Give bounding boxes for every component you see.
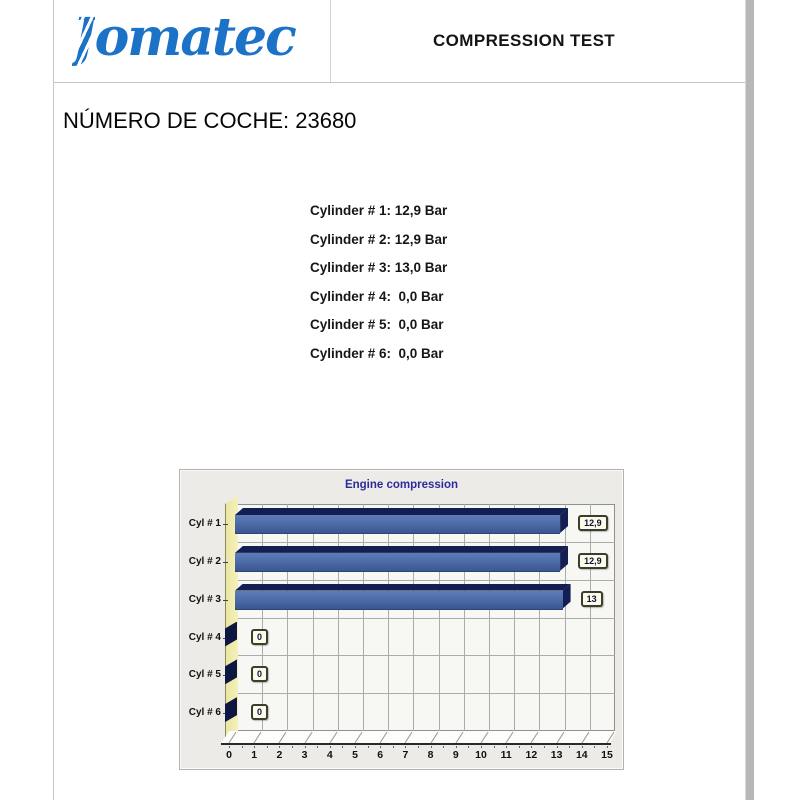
bar-top-face [235,508,568,515]
x-axis-minor-tick [317,746,318,748]
logo-rest: omatec [94,7,295,68]
page-left-border [53,0,54,800]
x-tick-label: 8 [427,749,434,761]
vertical-scrollbar[interactable] [745,0,754,800]
y-category-label: Cyl # 5 [188,669,221,681]
x-axis-minor-tick [494,746,495,748]
bar-cyl-1 [235,515,560,534]
logo-letter-j: J [72,7,95,68]
bar-top-face [235,584,571,591]
x-axis-minor-tick [594,746,595,748]
x-tick-label: 14 [575,749,588,761]
reading-line-1: Cylinder # 1: 12,9 Bar [310,203,448,218]
x-axis-minor-tick [355,746,356,748]
x-axis-minor-tick [418,746,419,748]
x-tick-label: 12 [525,749,538,761]
x-tick-label: 6 [377,749,384,761]
x-tick-label: 9 [452,749,459,761]
reading-line-5: Cylinder # 5: 0,0 Bar [310,317,444,333]
bar-value-box: 12,9 [578,553,608,569]
x-axis-minor-tick [330,746,331,748]
x-axis-minor-tick [569,746,570,748]
gridline-horizontal [237,693,615,694]
gridline-horizontal [237,655,615,656]
y-tick-mark [223,600,228,601]
cylinder-readings [310,197,447,369]
x-axis-minor-tick [506,746,507,748]
x-axis-minor-tick [242,746,243,748]
report-title: COMPRESSION TEST [433,31,616,50]
x-tick-label: 0 [226,749,232,761]
bar-value-box: 12,9 [578,515,608,531]
bar-cyl-2 [235,553,560,572]
x-tick-label: 15 [601,749,613,761]
x-axis-minor-tick [267,746,268,748]
gridline-horizontal [237,618,615,619]
x-tick-label: 2 [276,749,283,761]
x-axis-minor-tick [431,746,432,748]
x-tick-label: 5 [352,749,358,761]
x-axis-minor-tick [443,746,444,748]
y-category-label: Cyl # 2 [188,555,221,567]
x-axis-minor-tick [582,746,583,748]
car-number-heading: NÚMERO DE COCHE: 23680 [63,108,357,133]
x-tick-label: 1 [251,749,258,761]
gridline-horizontal [237,580,615,581]
x-axis-minor-tick [456,746,457,748]
y-tick-mark [223,562,228,563]
y-category-label: Cyl # 3 [188,593,221,605]
y-tick-mark [223,524,228,525]
chart-title: Engine compression [344,479,459,491]
compression-chart-panel [179,469,624,770]
chart-layer [180,470,623,769]
x-axis-minor-tick [229,746,230,748]
x-axis-minor-tick [557,746,558,748]
x-axis-minor-tick [380,746,381,748]
header-divider [330,0,331,82]
reading-line-6: Cylinder # 6: 0,0 Bar [310,345,444,361]
bar-cyl-3 [235,591,563,610]
x-axis-minor-tick [481,746,482,748]
x-tick-label: 13 [550,749,563,761]
x-axis-minor-tick [544,746,545,748]
x-axis-minor-tick [292,746,293,748]
gridline-horizontal [237,542,615,543]
reading-line-4: Cylinder # 4: 0,0 Bar [310,288,444,304]
x-axis-line [221,743,611,745]
header-rule [53,82,745,83]
y-category-label: Cyl # 6 [188,707,221,719]
x-axis-minor-tick [279,746,280,748]
x-axis-minor-tick [254,746,255,748]
x-axis-minor-tick [342,746,343,748]
bar-value-box: 13 [581,591,603,607]
reading-line-2: Cylinder # 2: 12,9 Bar [310,231,448,247]
x-axis-minor-tick [531,746,532,748]
bar-value-box: 0 [251,666,268,682]
x-axis-minor-tick [468,746,469,748]
x-tick-label: 4 [326,749,333,761]
x-axis-minor-tick [607,746,608,748]
reading-line-3: Cylinder # 3: 13,0 Bar [310,260,448,276]
x-axis-minor-tick [368,746,369,748]
y-category-label: Cyl # 1 [188,518,221,529]
x-axis-minor-tick [405,746,406,748]
x-tick-label: 10 [475,749,487,761]
bar-value-box: 0 [251,629,268,645]
bar-value-box: 0 [251,704,268,720]
bar-top-face [235,546,568,553]
x-axis-minor-tick [393,746,394,748]
x-tick-label: 11 [500,749,512,761]
logo [72,6,295,70]
x-axis-minor-tick [519,746,520,748]
y-category-label: Cyl # 4 [188,631,221,643]
x-axis-minor-tick [305,746,306,748]
x-tick-label: 7 [402,749,409,761]
x-tick-label: 3 [301,749,308,761]
